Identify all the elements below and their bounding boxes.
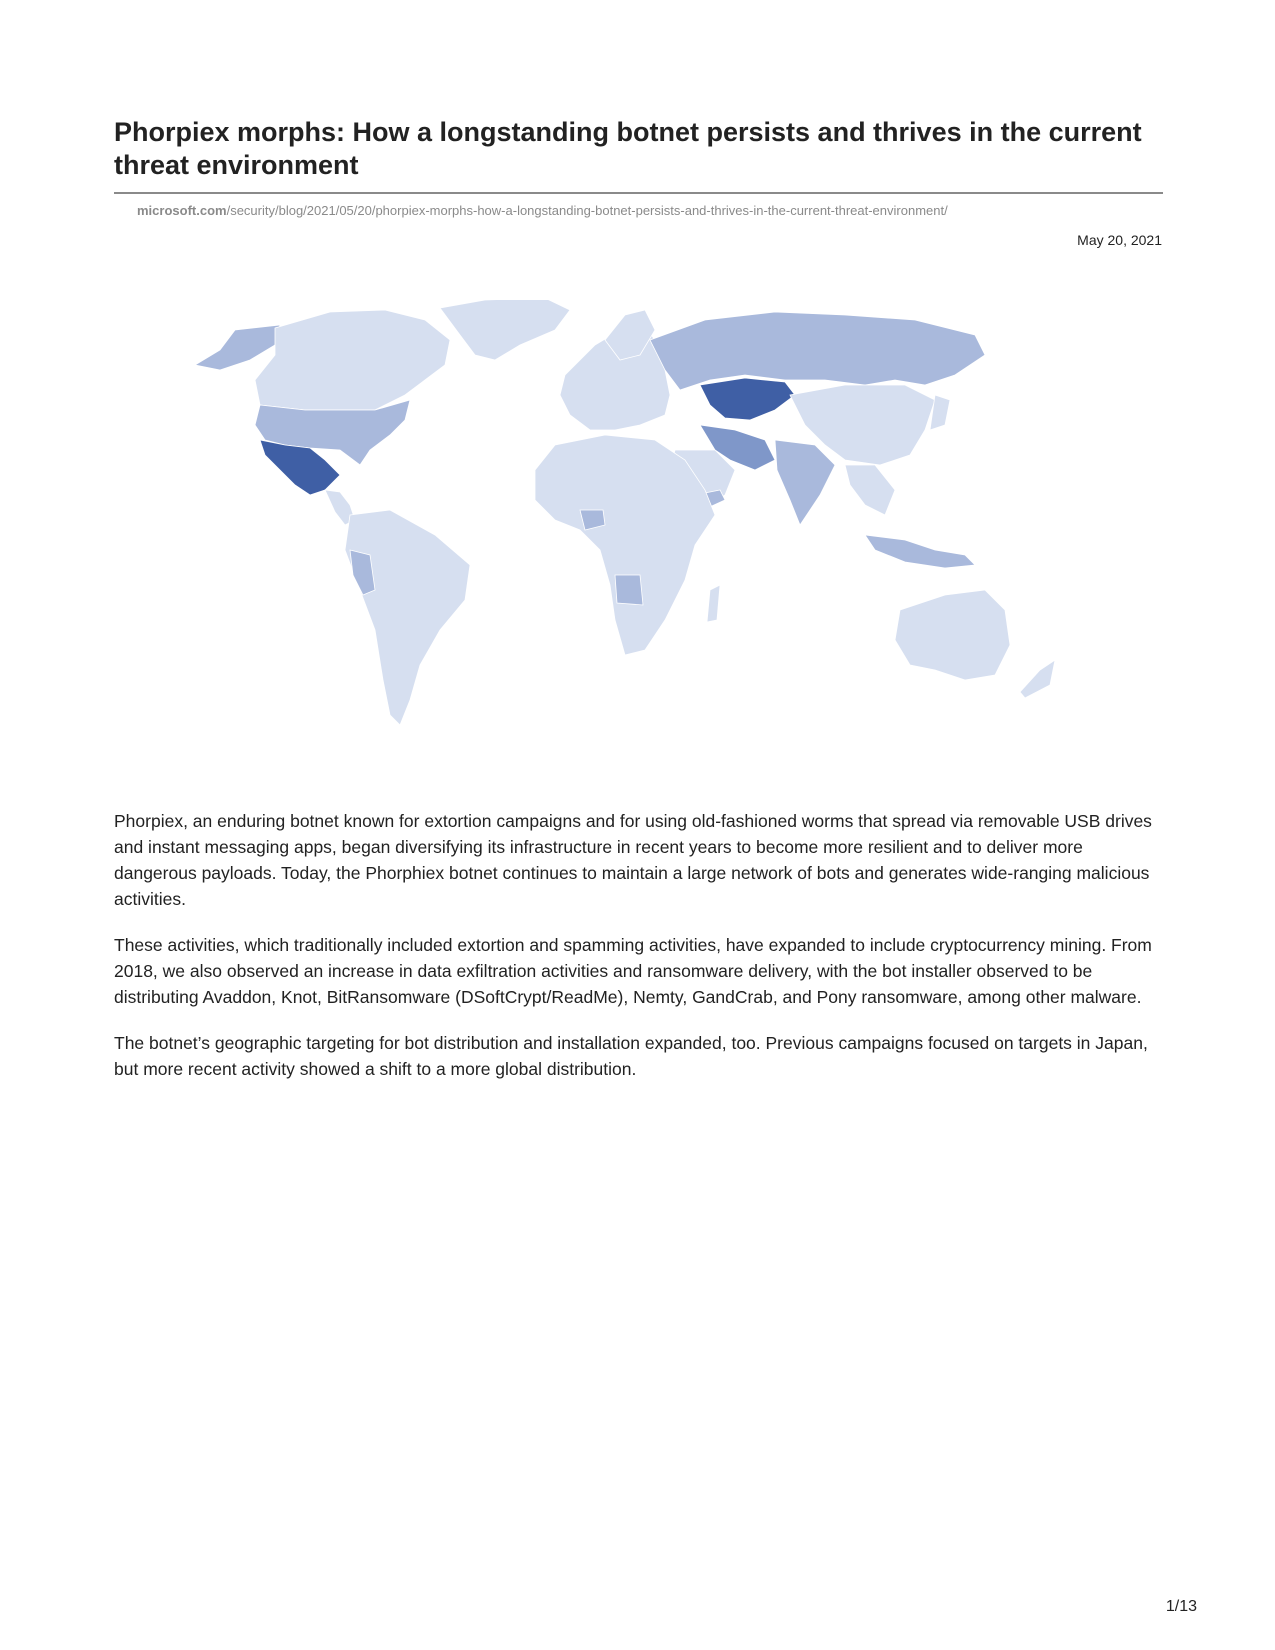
publish-date: May 20, 2021 <box>1077 232 1162 248</box>
map-region-india <box>775 440 835 525</box>
map-region-africa <box>535 435 715 655</box>
world-map-image <box>125 300 1175 800</box>
article-paragraph-1: Phorpiex, an enduring botnet known for extortion campaigns and for using old-fashioned worms that spread via removable USB drives and instant messaging apps, began diversifying its infrastructure in recent years to become more resilient and to deliver more dangerous payloads. Today, the Phorphiex botnet continues to maintain a large network of bots and generates wide-ranging malicious activities. <box>114 811 1152 909</box>
title-divider <box>114 192 1163 194</box>
map-region-south-america <box>345 510 470 725</box>
source-url[interactable] <box>137 203 948 218</box>
url-host: microsoft.com <box>137 203 227 218</box>
url-path: /security/blog/2021/05/20/phorpiex-morphs-how-a-longstanding-botnet-persists-and-thrives-in-the-current-threat-environment/ <box>226 203 948 218</box>
article-body <box>114 808 1164 1102</box>
article-paragraph-3: The botnet’s geographic targeting for bot distribution and installation expanded, too. Previous campaigns focused on targets in Japan, but more recent activity showed a shift to a more global distribution. <box>114 1033 1148 1079</box>
page-number: 1/13 <box>1165 1598 1197 1615</box>
map-region-alaska <box>195 325 280 370</box>
map-region-new-zealand <box>1020 660 1055 698</box>
map-region-australia <box>895 590 1010 680</box>
map-region-indonesia <box>865 535 975 568</box>
map-region-canada <box>255 310 450 410</box>
map-region-greenland <box>440 300 570 360</box>
map-region-angola <box>615 575 643 605</box>
map-region-madagascar <box>707 585 720 622</box>
article-paragraph-2: These activities, which traditionally included extortion and spamming activities, have expanded to include cryptocurrency mining. From 2018, we also observed an increase in data exfiltration activities and ransomware delivery, with the bot installer observed to be distributing Avaddon, Knot, BitRansomware (DSoftCrypt/ReadMe), Nemty, GandCrab, and Pony ransomware, among other malware. <box>114 935 1152 1007</box>
map-region-kazakhstan <box>700 378 795 420</box>
map-region-se-asia <box>845 465 895 515</box>
map-region-russia <box>650 312 985 390</box>
article-title: Phorpiex morphs: How a longstanding botnet persists and thrives in the current threat environment <box>114 117 1142 180</box>
